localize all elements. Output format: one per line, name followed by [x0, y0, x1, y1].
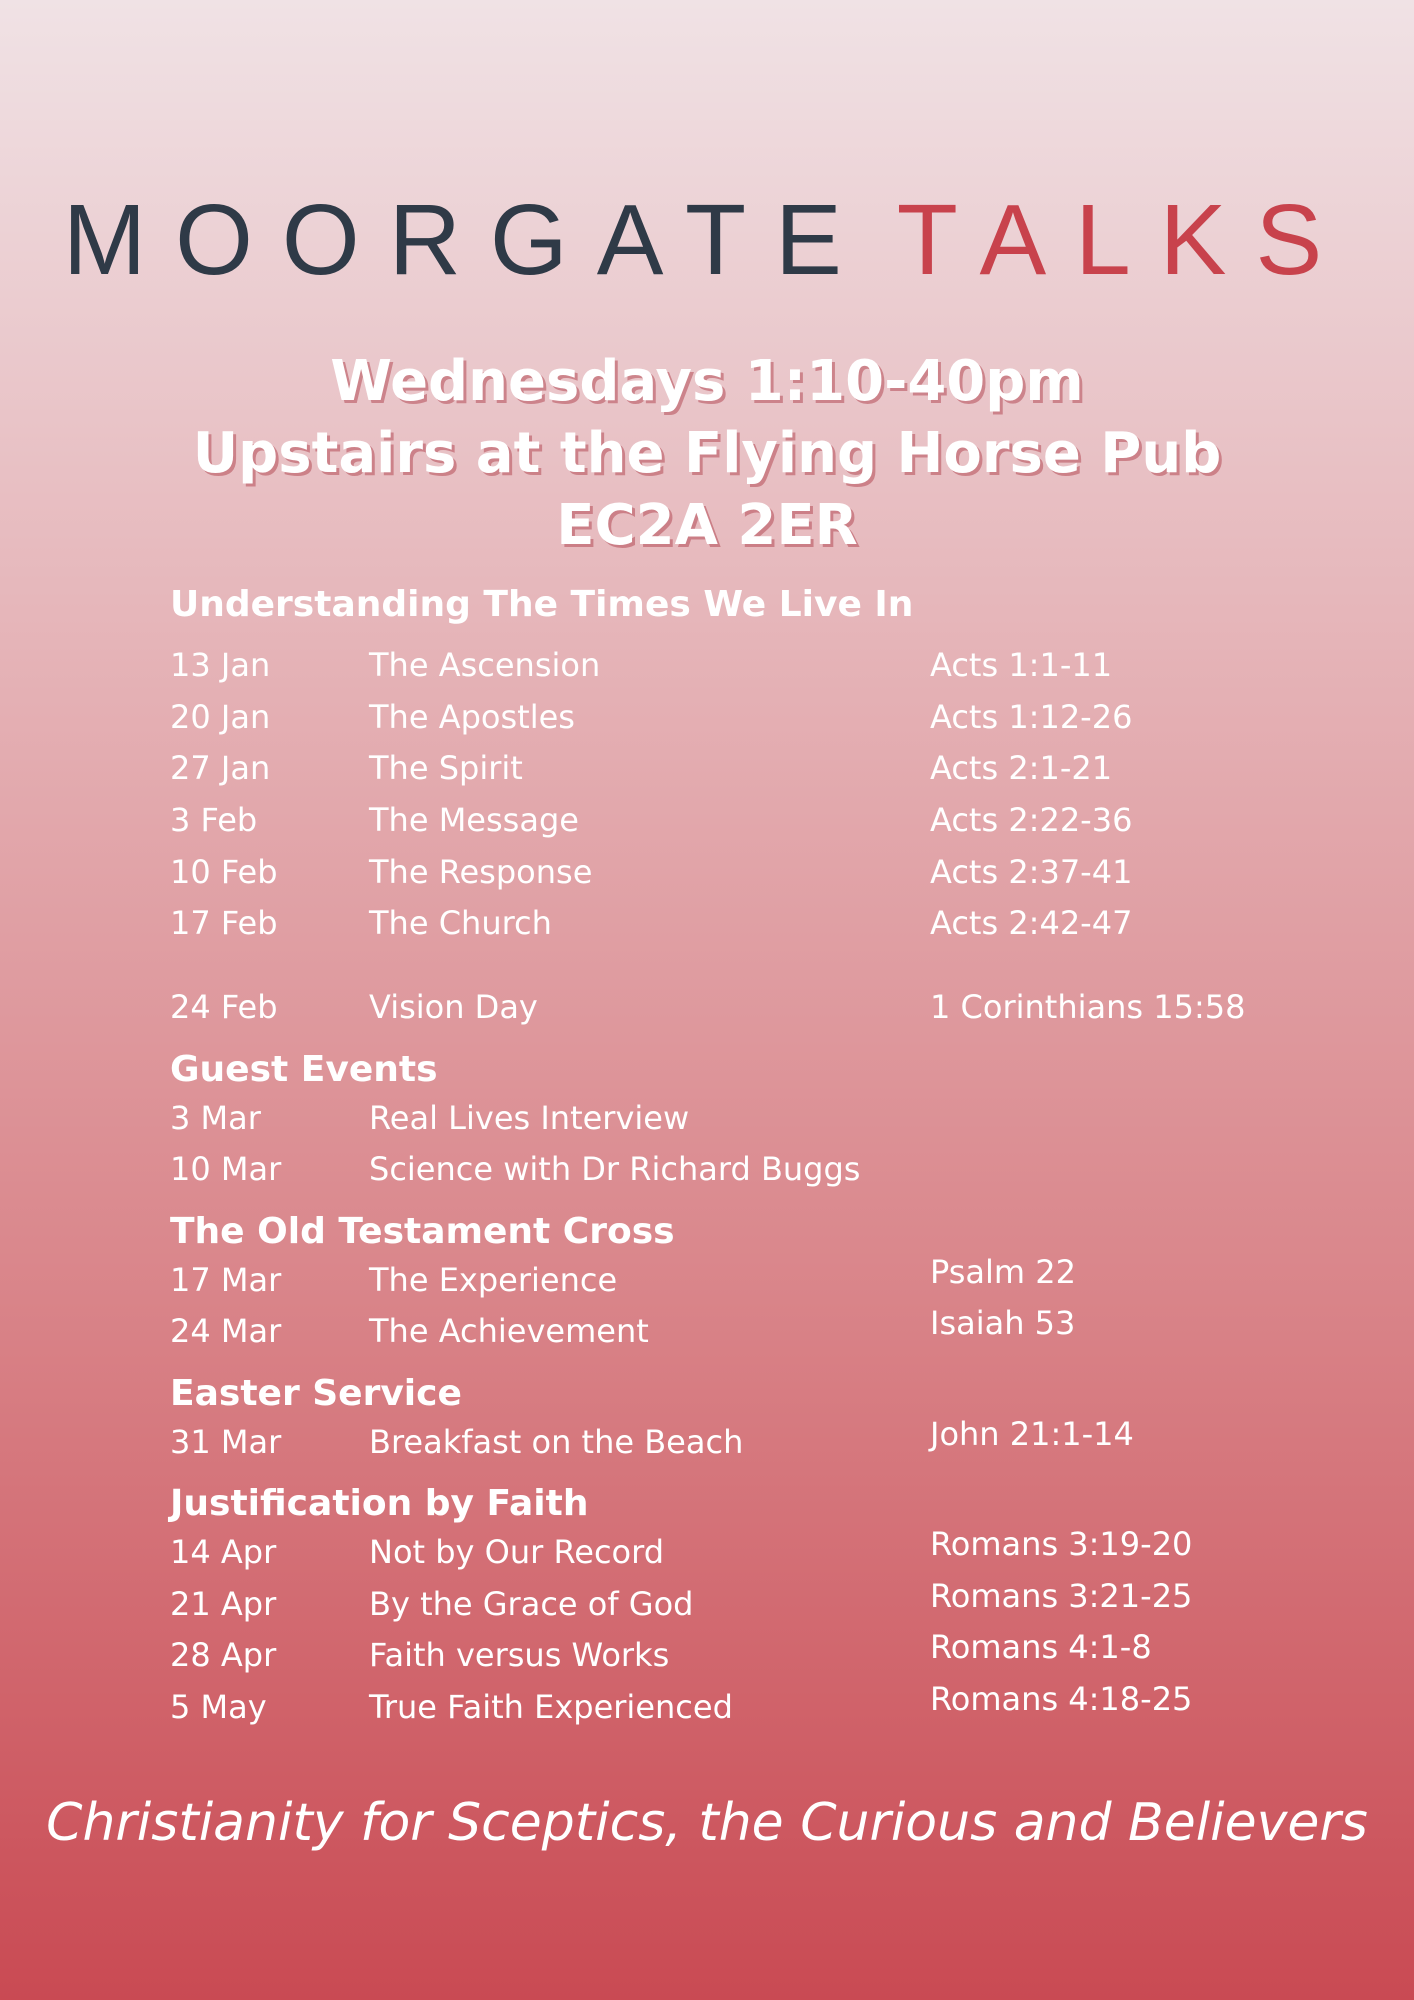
schedule-row: [0, 982, 1414, 1032]
row-title: Not by Our Record: [369, 1533, 665, 1571]
row-reference: Acts 1:1-11: [930, 646, 1113, 684]
schedule-row: [0, 898, 1414, 948]
row-date: 17 Mar: [170, 1261, 282, 1299]
row-date: 5 May: [170, 1688, 267, 1726]
row-reference: Acts 2:42-47: [930, 904, 1133, 942]
row-reference: Psalm 22: [930, 1253, 1076, 1291]
tagline: Christianity for Sceptics, the Curious and Believers: [46, 1793, 1368, 1853]
row-date: 13 Jan: [170, 646, 271, 684]
section-title: Easter Service: [170, 1373, 462, 1414]
row-date: 10 Mar: [170, 1150, 282, 1188]
row-date: 21 Apr: [170, 1585, 277, 1623]
schedule-row: [0, 640, 1414, 690]
row-reference: Isaiah 53: [930, 1304, 1076, 1342]
section-title: Justification by Faith: [170, 1483, 589, 1524]
row-title: Science with Dr Richard Buggs: [369, 1150, 861, 1188]
headline-venue: Upstairs at the Flying Horse Pub: [192, 421, 1222, 486]
row-date: 3 Mar: [170, 1099, 261, 1137]
row-date: 20 Jan: [170, 698, 271, 736]
row-title: The Ascension: [369, 646, 601, 684]
row-date: 17 Feb: [170, 904, 278, 942]
row-title: The Response: [369, 853, 593, 891]
row-date: 14 Apr: [170, 1533, 277, 1571]
row-reference: John 21:1-14: [930, 1415, 1134, 1453]
row-title: The Spirit: [369, 749, 523, 787]
schedule-row: [0, 1093, 1414, 1143]
schedule-row: [0, 743, 1414, 793]
row-title: The Message: [369, 801, 579, 839]
row-title: The Achievement: [369, 1312, 649, 1350]
schedule-row: [0, 1417, 1414, 1467]
row-reference: 1 Corinthians 15:58: [930, 988, 1246, 1026]
row-date: 28 Apr: [170, 1636, 277, 1674]
schedule-row: [0, 1255, 1414, 1305]
row-reference: Romans 3:19-20: [930, 1525, 1193, 1563]
row-reference: Romans 4:1-8: [930, 1628, 1152, 1666]
row-reference: Romans 3:21-25: [930, 1577, 1193, 1615]
headline-time: Wednesdays 1:10-40pm: [330, 349, 1084, 414]
row-title: The Experience: [369, 1261, 618, 1299]
row-title: True Faith Experienced: [369, 1688, 733, 1726]
row-title: Vision Day: [369, 988, 538, 1026]
row-title: Breakfast on the Beach: [369, 1423, 744, 1461]
row-title: Faith versus Works: [369, 1636, 670, 1674]
row-reference: Acts 1:12-26: [930, 698, 1133, 736]
schedule-row: [0, 1306, 1414, 1356]
row-date: 27 Jan: [170, 749, 271, 787]
row-reference: Acts 2:22-36: [930, 801, 1133, 839]
row-reference: Acts 2:1-21: [930, 749, 1113, 787]
section-title: Understanding The Times We Live In: [170, 584, 914, 625]
schedule-row: [0, 692, 1414, 742]
brand-word-talks: TALKS: [896, 184, 1352, 296]
row-title: Real Lives Interview: [369, 1099, 690, 1137]
row-date: 31 Mar: [170, 1423, 282, 1461]
brand-word-moorgate: MOORGATE: [62, 184, 871, 296]
section-title: The Old Testament Cross: [170, 1211, 675, 1252]
section-title: Guest Events: [170, 1049, 438, 1090]
schedule-row: [0, 795, 1414, 845]
headline-postcode: EC2A 2ER: [556, 493, 858, 558]
row-title: The Church: [369, 904, 552, 942]
schedule-row: [0, 847, 1414, 897]
row-reference: Acts 2:37-41: [930, 853, 1133, 891]
row-date: 24 Feb: [170, 988, 278, 1026]
schedule-row: [0, 1682, 1414, 1732]
row-date: 10 Feb: [170, 853, 278, 891]
schedule-row: [0, 1630, 1414, 1680]
row-reference: Romans 4:18-25: [930, 1680, 1193, 1718]
brand-logo: [0, 180, 1414, 300]
schedule-row: [0, 1144, 1414, 1194]
schedule-row: [0, 1527, 1414, 1577]
row-date: 3 Feb: [170, 801, 258, 839]
row-date: 24 Mar: [170, 1312, 282, 1350]
row-title: The Apostles: [369, 698, 575, 736]
schedule-row: [0, 1579, 1414, 1629]
row-title: By the Grace of God: [369, 1585, 694, 1623]
